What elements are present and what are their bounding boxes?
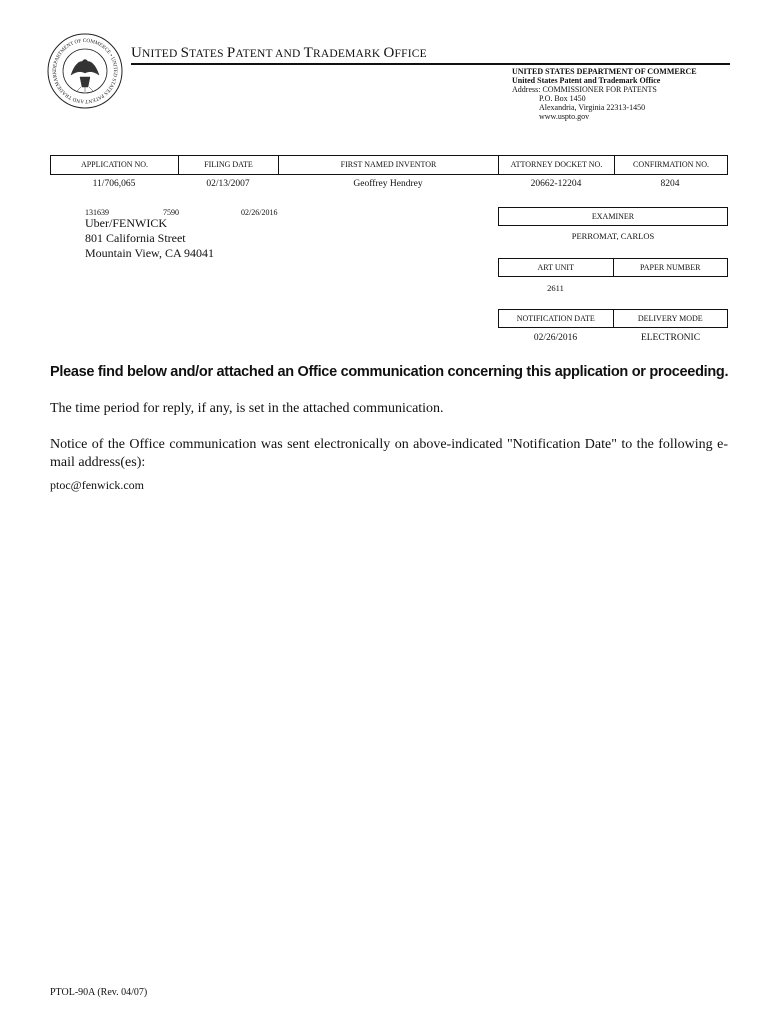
application-number: 11/706,065 [92, 179, 136, 189]
delivery-mode-label: DELIVERY MODE [637, 314, 703, 323]
mailing-date: 02/26/2016 [241, 208, 278, 217]
time-period-notice: The time period for reply, if any, is set in the attached communication. [50, 401, 444, 416]
dept-line: Alexandria, Virginia 22313-1450 [539, 103, 646, 112]
col-attorney-docket: ATTORNEY DOCKET NO. [499, 156, 615, 174]
attorney-docket-number: 20662-12204 [530, 179, 582, 189]
notification-date: 02/26/2016 [533, 333, 578, 343]
application-header-table [50, 155, 728, 175]
form-identifier: PTOL-90A (Rev. 04/07) [50, 987, 148, 998]
col-filing-date: FILING DATE [179, 156, 279, 174]
dept-line: P.O. Box 1450 [539, 94, 586, 103]
art-unit-label: ART UNIT [499, 259, 614, 276]
art-unit-value: 2611 [547, 283, 564, 293]
svg-text:DEPARTMENT OF COMMERCE • UNITE: DEPARTMENT OF COMMERCE • UNITED STATES PATENT AND TRADEMARK [51, 37, 119, 105]
examiner-label-box [498, 207, 728, 226]
dept-line: www.uspto.gov [539, 112, 590, 121]
email-notice: Notice of the Office communication was sent electronically on above-indicated "Notification Date" to the following e-mail address(es): [50, 437, 728, 470]
communication-headline: Please find below and/or attached an Office communication concerning this application or proceeding. [50, 364, 729, 380]
correspondence-code: 7590 [163, 208, 179, 217]
col-application-no: APPLICATION NO. [51, 156, 179, 174]
address-street: 801 California Street [85, 231, 186, 245]
first-named-inventor: Geoffrey Hendrey [353, 179, 423, 189]
title-rule [131, 63, 730, 65]
dept-line: Address: COMMISSIONER FOR PATENTS [512, 85, 657, 94]
dept-line: United States Patent and Trademark Office [512, 76, 661, 85]
notification-box [498, 309, 728, 328]
customer-number: 131639 [85, 208, 109, 217]
uspto-seal-logo [47, 33, 123, 109]
notification-email: ptoc@fenwick.com [50, 478, 145, 492]
address-name: Uber/FENWICK [85, 216, 167, 230]
examiner-label: EXAMINER [591, 212, 635, 221]
department-address [512, 67, 697, 121]
col-confirmation-no: CONFIRMATION NO. [632, 160, 709, 169]
delivery-mode: ELECTRONIC [640, 333, 701, 343]
office-title: UNITED STATES PATENT AND TRADEMARK OFFICE [131, 45, 427, 61]
notification-date-label: NOTIFICATION DATE [499, 310, 614, 327]
examiner-name: PERROMAT, CARLOS [571, 231, 655, 241]
dept-line: UNITED STATES DEPARTMENT OF COMMERCE [512, 67, 697, 76]
col-first-named-inventor: FIRST NAMED INVENTOR [279, 156, 499, 174]
filing-date: 02/13/2007 [206, 179, 250, 189]
address-city: Mountain View, CA 94041 [85, 246, 214, 260]
art-unit-box [498, 258, 728, 277]
confirmation-number: 8204 [660, 179, 680, 189]
correspondence-address [85, 216, 214, 261]
paper-number-label: PAPER NUMBER [640, 263, 701, 272]
